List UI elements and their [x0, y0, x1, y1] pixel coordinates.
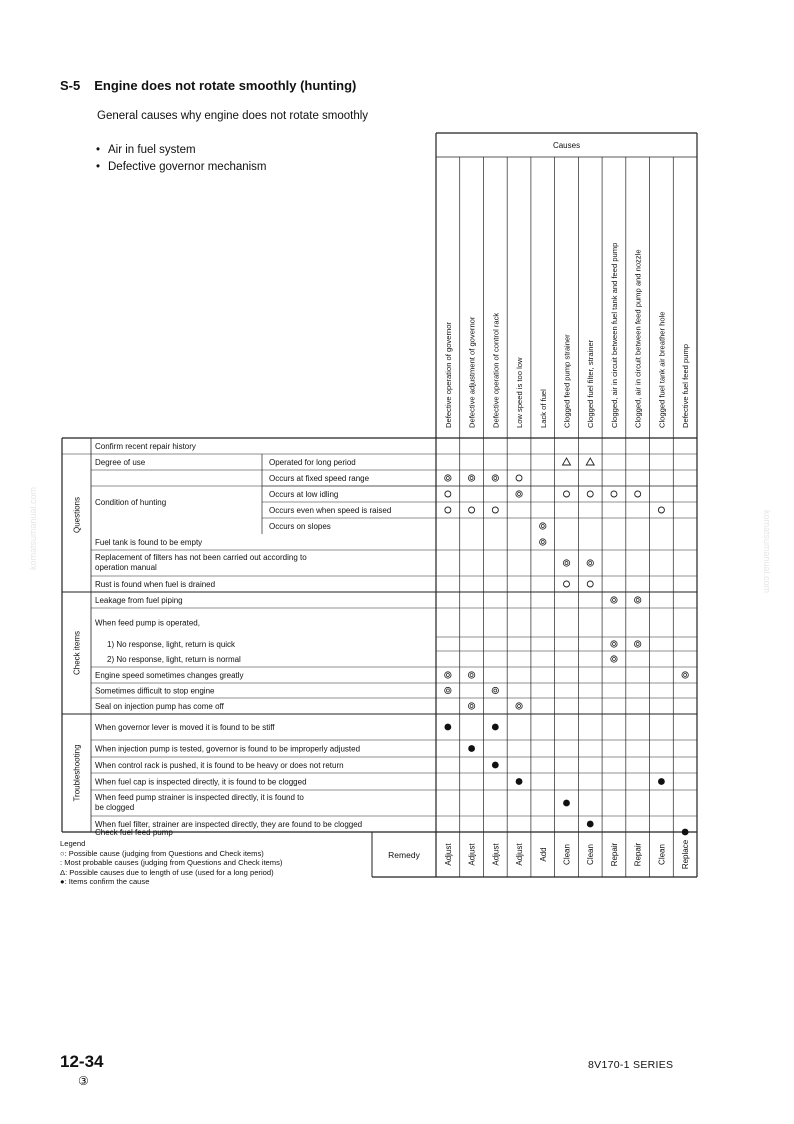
probable-cause-inner [470, 477, 473, 480]
remedy-action: Add [538, 847, 548, 862]
probable-cause-mark [634, 641, 640, 647]
row-label: When governor lever is moved it is found to be stiff [95, 723, 275, 732]
remedy-action: Clean [657, 844, 667, 865]
probable-cause-mark [682, 672, 688, 678]
bullet-item: • Defective governor mechanism [96, 159, 267, 176]
row-label: Sometimes difficult to stop engine [95, 686, 215, 696]
probable-cause-mark [611, 597, 617, 603]
row-label: Check fuel feed pump [95, 828, 173, 837]
probable-cause-inner [446, 477, 449, 480]
probable-cause-mark [468, 475, 474, 481]
row-label: Confirm recent repair history [95, 442, 196, 451]
probable-cause-mark [492, 687, 498, 693]
cause-label: Clogged, air in circuit between feed pump and nozzle [633, 249, 643, 428]
long-use-cause-mark [586, 458, 594, 465]
probable-cause-mark [445, 475, 451, 481]
probable-cause-inner [684, 674, 687, 677]
cause-label: Clogged fuel filter, strainer [586, 339, 596, 428]
possible-cause-mark [658, 507, 664, 513]
row-sub-label: Occurs on slopes [269, 522, 331, 531]
cause-label: Lack of fuel [538, 389, 548, 428]
probable-cause-inner [612, 643, 615, 646]
group-label: Questions [72, 496, 82, 534]
probable-cause-inner [565, 562, 568, 565]
row-sub-label: Occurs at low idling [269, 490, 339, 499]
remedy-action: Repair [633, 842, 643, 867]
remedy-action: Repair [609, 842, 619, 867]
possible-cause-mark [635, 491, 641, 497]
cause-label: Defective adjustment of governor [467, 316, 477, 428]
probable-cause-mark [563, 560, 569, 566]
cause-label: Defective operation of control rack [491, 312, 501, 428]
legend-title: Legend [60, 839, 86, 848]
probable-cause-mark [492, 475, 498, 481]
cause-label: Clogged feed pump strainer [562, 334, 572, 428]
probable-cause-inner [541, 525, 544, 528]
probable-cause-inner [612, 599, 615, 602]
probable-cause-inner [470, 674, 473, 677]
possible-cause-mark [587, 581, 593, 587]
legend [60, 839, 282, 887]
series-label: 8V170-1 SERIES [588, 1059, 674, 1071]
confirm-cause-mark [682, 829, 689, 836]
row-label: When control rack is pushed, it is found to be heavy or does not return [95, 761, 344, 770]
probable-cause-inner [518, 493, 521, 496]
probable-cause-mark [611, 641, 617, 647]
confirm-cause-mark [444, 724, 451, 731]
row-label: Degree of use [95, 458, 146, 467]
confirm-cause-mark [492, 762, 499, 769]
row-label: Engine speed sometimes changes greatly [95, 671, 244, 680]
possible-cause-mark [564, 581, 570, 587]
watermark-right: komatsumanual.com [762, 510, 772, 594]
probable-cause-inner [446, 674, 449, 677]
row-label: When injection pump is tested, governor is found to be improperly adjusted [95, 744, 361, 754]
possible-cause-mark [516, 475, 522, 481]
causes-header-label: Causes [552, 141, 581, 150]
row-label: Leakage from fuel piping [95, 596, 183, 605]
row-label: 1) No response, light, return is quick [107, 640, 236, 649]
confirm-cause-mark [492, 724, 499, 731]
remedy-action: Clean [586, 844, 596, 865]
confirm-cause-mark [563, 800, 570, 807]
possible-cause-mark [469, 507, 475, 513]
possible-cause-mark [564, 491, 570, 497]
cause-label: Clogged, air in circuit between fuel tank and feed pump [609, 242, 619, 428]
revision-mark: ③ [78, 1074, 89, 1088]
section-number: S-5 [60, 78, 81, 93]
remedy-label: Remedy [388, 850, 420, 860]
probable-cause-mark [540, 539, 546, 545]
remedy-action: Clean [562, 844, 572, 865]
probable-cause-inner [494, 689, 497, 692]
probable-cause-mark [468, 672, 474, 678]
probable-cause-mark [516, 703, 522, 709]
remedy-action: Adjust [443, 843, 453, 866]
row-label: When fuel cap is inspected directly, it is found to be clogged [95, 777, 307, 787]
confirm-cause-mark [468, 745, 475, 752]
subtitle: General causes why engine does not rotate smoothly [97, 110, 369, 122]
row-label: Fuel tank is found to be empty [95, 538, 203, 547]
probable-cause-mark [516, 491, 522, 497]
probable-cause-mark [445, 672, 451, 678]
possible-cause-mark [587, 491, 593, 497]
probable-cause-mark [587, 560, 593, 566]
group-label: Troubleshooting [72, 744, 82, 802]
remedy-action: Adjust [467, 843, 477, 866]
row-label: When feed pump strainer is inspected directly, it is found to be clogged [95, 793, 304, 812]
row-sub-label: Occurs even when speed is raised [269, 506, 392, 515]
probable-cause-inner [518, 705, 521, 708]
cause-label: Defective fuel feed pump [681, 343, 691, 428]
row-label: Rust is found when fuel is drained [95, 580, 216, 589]
confirm-cause-mark [516, 778, 523, 785]
watermark-left: komatsumanual.com [28, 486, 38, 570]
possible-cause-mark [445, 507, 451, 513]
row-label: Condition of hunting [95, 498, 167, 507]
probable-cause-inner [612, 658, 615, 661]
probable-cause-mark [611, 656, 617, 662]
row-label: Seal on injection pump has come off [95, 702, 224, 711]
legend-item: ○: Possible cause (judging from Questions and Check items) [60, 848, 264, 858]
cause-label: Defective operation of governor [443, 322, 453, 428]
probable-cause-inner [589, 562, 592, 565]
row-sub-label: Occurs at fixed speed range [269, 474, 370, 483]
row-label: Replacement of filters has not been carried out according to operation manual [95, 553, 307, 572]
legend-item: : Most probable causes (judging from Questions and Check items) [60, 858, 283, 867]
probable-cause-inner [470, 705, 473, 708]
probable-cause-inner [541, 541, 544, 544]
group-label: Check items [72, 630, 82, 676]
bullet-item: • Air in fuel system [96, 142, 267, 159]
remedy-action: Adjust [491, 843, 501, 866]
probable-cause-inner [636, 599, 639, 602]
remedy-action: Adjust [515, 843, 525, 866]
possible-cause-mark [611, 491, 617, 497]
row-label: 2) No response, light, return is normal [107, 655, 241, 664]
probable-cause-mark [540, 523, 546, 529]
cause-label: Low speed is too low [515, 357, 525, 428]
probable-cause-inner [636, 643, 639, 646]
remedy-action: Replace [681, 839, 691, 870]
possible-cause-mark [492, 507, 498, 513]
legend-item: Δ: Possible causes due to length of use (used for a long period) [60, 867, 274, 877]
long-use-cause-mark [563, 458, 571, 465]
probable-cause-inner [446, 689, 449, 692]
page-number: 12-34 [60, 1052, 104, 1071]
confirm-cause-mark [587, 821, 594, 828]
probable-cause-inner [494, 477, 497, 480]
possible-cause-mark [445, 491, 451, 497]
probable-cause-mark [634, 597, 640, 603]
row-sub-label: Operated for long period [269, 458, 356, 467]
probable-cause-mark [468, 703, 474, 709]
legend-item: ●: Items confirm the cause [60, 877, 150, 886]
section-heading: Engine does not rotate smoothly (hunting) [94, 78, 357, 93]
row-label: When feed pump is operated, [95, 618, 200, 628]
row-label: When fuel filter, strainer are inspected directly, they are found to be clogged [95, 820, 363, 829]
probable-cause-mark [445, 687, 451, 693]
confirm-cause-mark [658, 778, 665, 785]
cause-label: Clogged fuel tank air breather hole [657, 311, 667, 428]
